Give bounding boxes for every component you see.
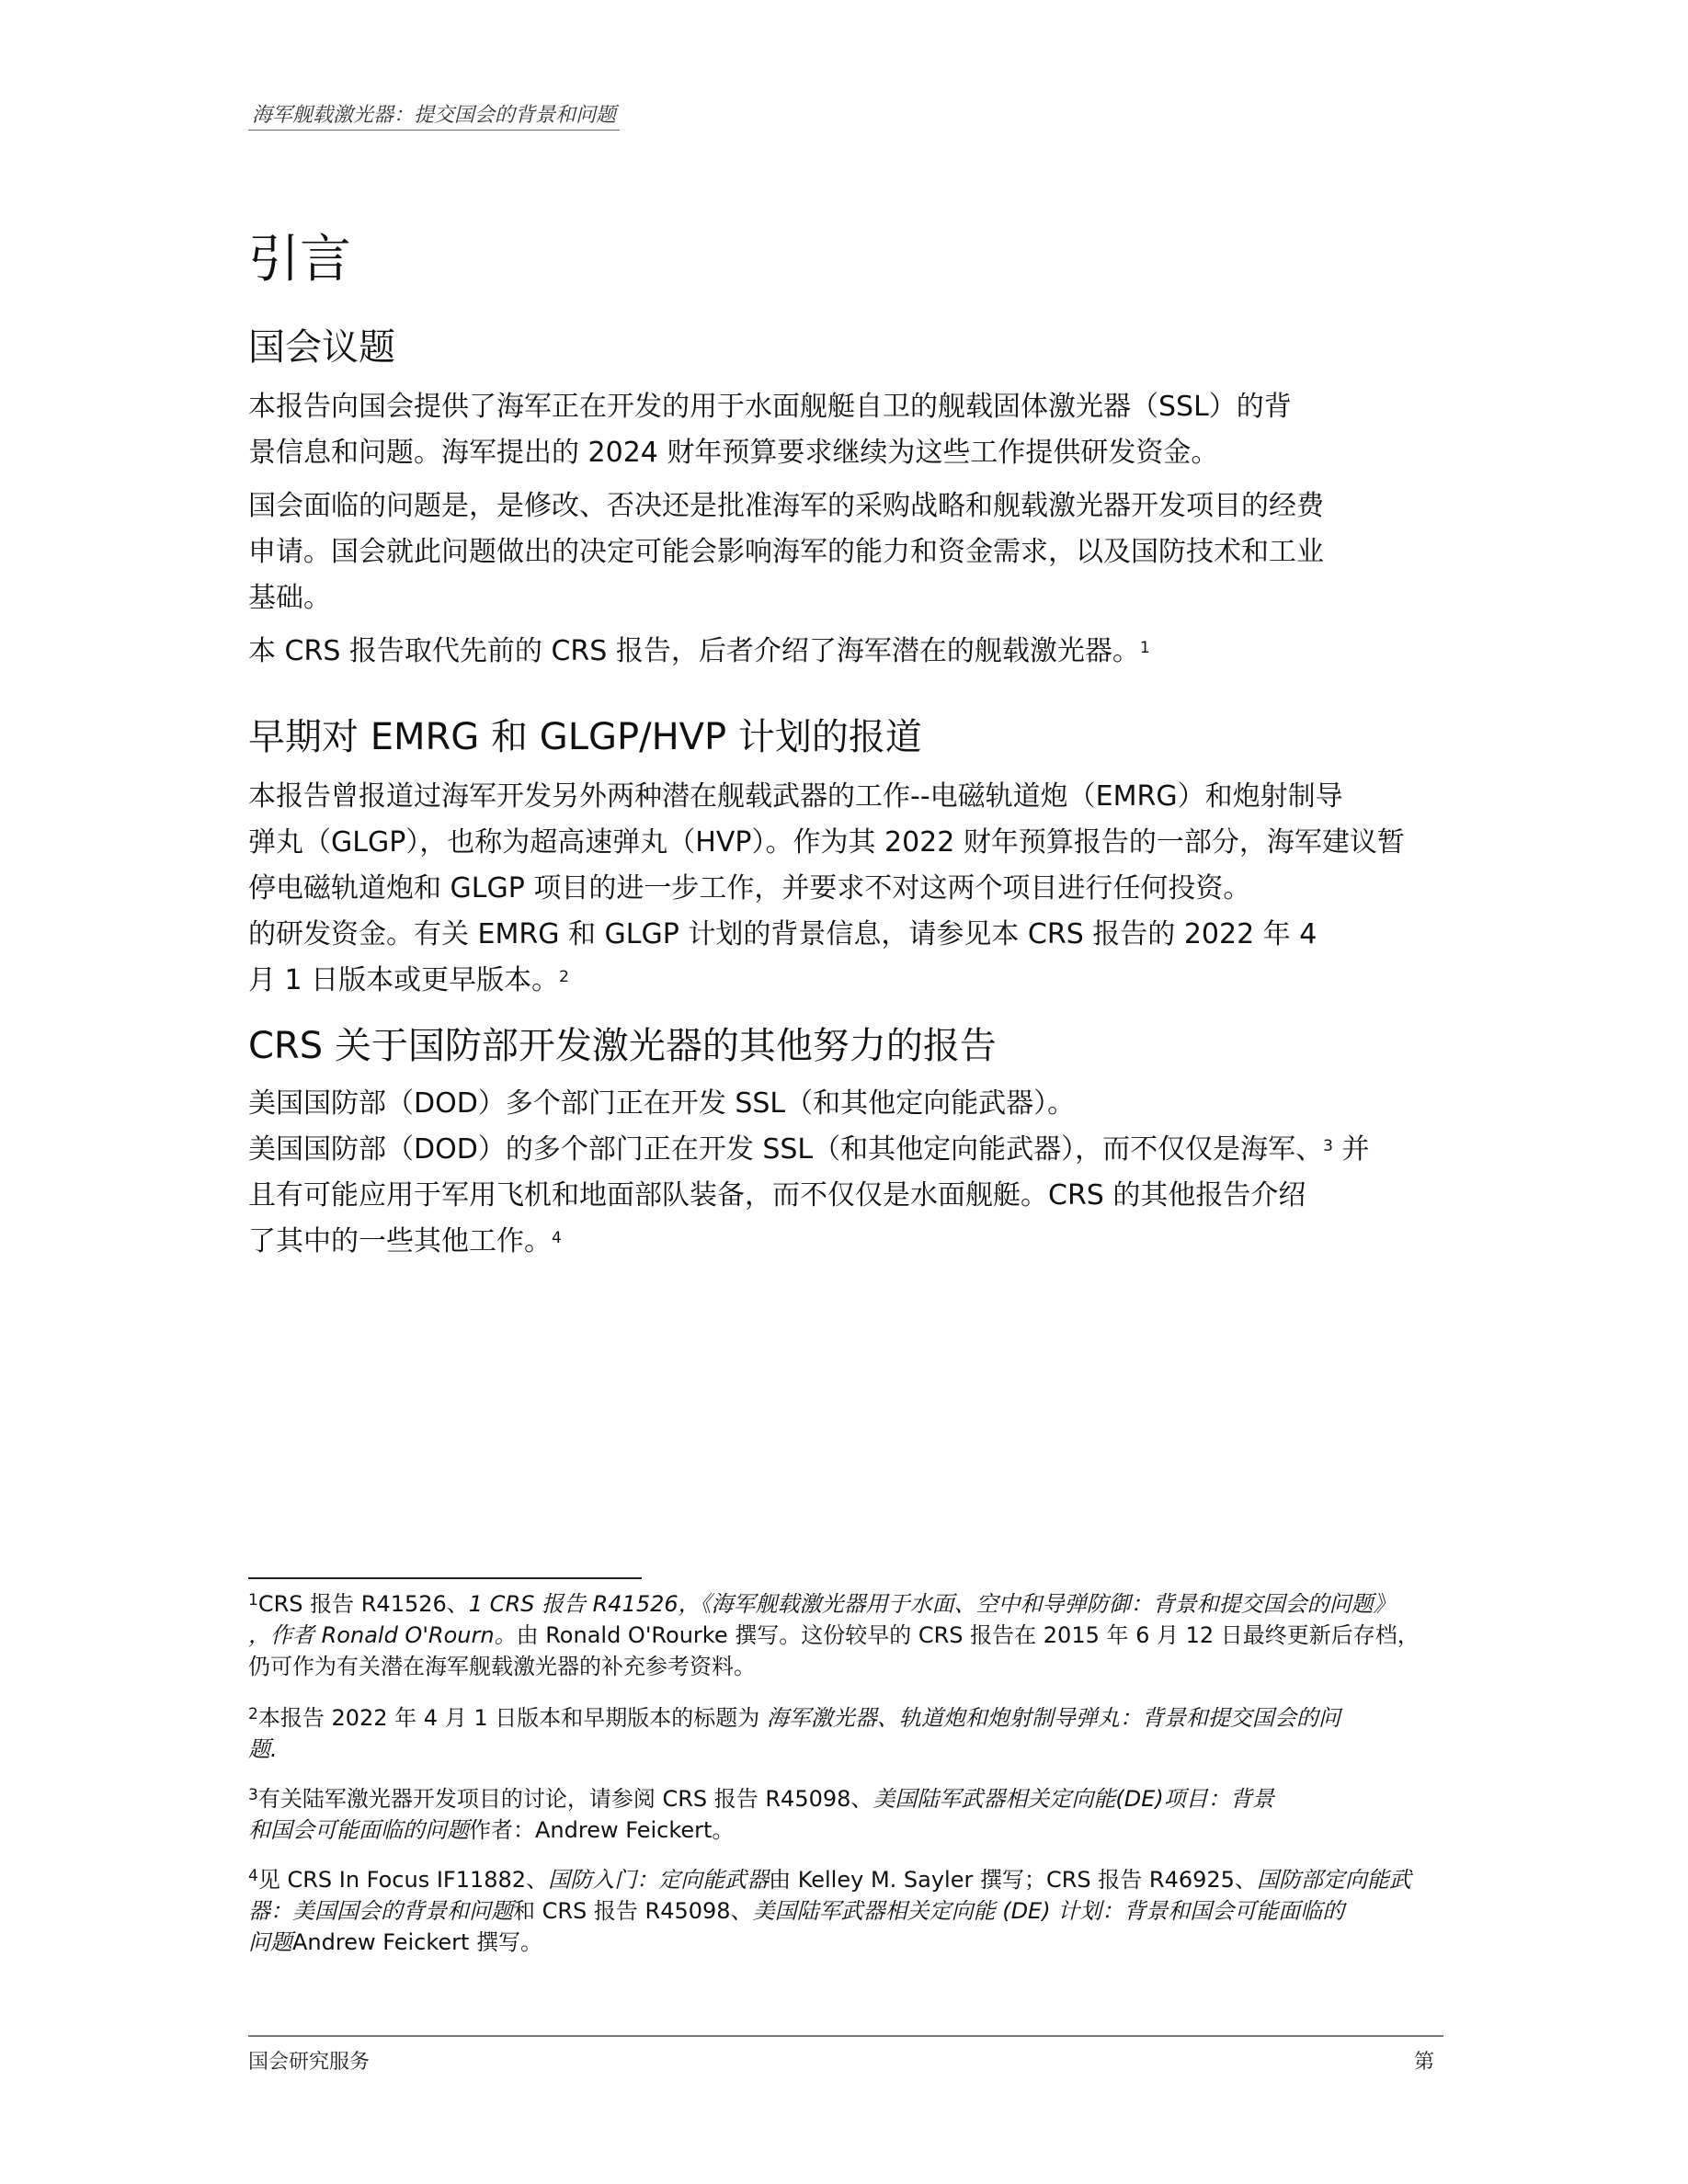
footer-rule	[248, 2035, 1443, 2037]
fn4-text: 由 Kelley M. Sayler 撰写；CRS 报告 R46925、	[769, 1867, 1257, 1893]
emrg-line: 的研发资金。有关 EMRG 和 GLGP 计划的背景信息，请参见本 CRS 报告的 2022 年 4	[248, 918, 1317, 950]
fn4-title: 国防入门：定向能武器	[548, 1867, 770, 1893]
issue-paragraph-3	[248, 629, 1434, 675]
issue-p3-text: 本 CRS 报告取代先前的 CRS 报告，后者介绍了海军潜在的舰载激光器。	[248, 635, 1140, 667]
footnote-number: 2	[248, 1705, 258, 1723]
running-header: 海军舰载激光器：提交国会的背景和问题	[248, 99, 620, 131]
emrg-heading: 早期对 EMRG 和 GLGP/HVP 计划的报道	[248, 716, 922, 758]
fn4-text: 和 CRS 报告 R45098、	[513, 1898, 753, 1924]
fn3-title: 和国会可能面临的问题	[248, 1817, 469, 1843]
footnote-1	[248, 1588, 1443, 1682]
emrg-line: 月 1 日版本或更早版本。	[248, 964, 560, 996]
footnote-separator	[248, 1577, 642, 1579]
fn1-text: 仍可作为有关潜在海军舰载激光器的补充参考资料。	[248, 1654, 756, 1679]
emrg-line: 停电磁轨道炮和 GLGP 项目的进一步工作，并要求不对这两个项目进行任何投资。	[248, 872, 1251, 904]
fn1-text: 由 Ronald O'Rourke 撰写。这份较早的 CRS 报告在 2015 年 6 月 12 日最终更新后存档，	[516, 1622, 1420, 1648]
fn4-text: 见 CRS In Focus IF11882、	[257, 1867, 549, 1893]
footnote-4	[248, 1864, 1443, 1958]
dod-paragraph	[248, 1081, 1434, 1265]
footer-page-label: 第	[1414, 2051, 1435, 2074]
emrg-paragraph	[248, 774, 1434, 1004]
footnote-number: 4	[248, 1867, 258, 1885]
footnote-3	[248, 1783, 1443, 1846]
footnote-ref-3[interactable]: 3	[1323, 1137, 1333, 1155]
fn4-title: 国防部定向能武	[1256, 1867, 1411, 1893]
footnote-2	[248, 1702, 1443, 1765]
footnote-ref-1[interactable]: 1	[1139, 639, 1150, 657]
fn2-title: 题.	[248, 1736, 278, 1762]
fn1-author: ，作者 Ronald O'Rourn。	[248, 1622, 517, 1648]
dod-heading: CRS 关于国防部开发激光器的其他努力的报告	[248, 1025, 997, 1067]
fn1-title: 1 CRS 报告 R41526，《海军舰载激光器用于水面、空中和导弹防御：背景和提交国会的问题》	[468, 1591, 1396, 1617]
issue-p2-line: 国会面临的问题是，是修改、否决还是批准海军的采购战略和舰载激光器开发项目的经费	[248, 490, 1324, 522]
fn3-title: 美国陆军武器相关定向能(DE)项目：背景	[873, 1786, 1274, 1812]
footnote-number: 3	[248, 1786, 258, 1804]
issue-p2-line: 申请。国会就此问题做出的决定可能会影响海军的能力和资金需求，以及国防技术和工业	[248, 536, 1324, 568]
footnote-number: 1	[248, 1591, 258, 1610]
dod-line: 且有可能应用于军用飞机和地面部队装备，而不仅仅是水面舰艇。CRS 的其他报告介绍	[248, 1179, 1306, 1211]
fn2-text: 本报告 2022 年 4 月 1 日版本和早期版本的标题为	[257, 1705, 767, 1731]
issue-p1-line: 本报告向国会提供了海军正在开发的用于水面舰艇自卫的舰载固体激光器（SSL）的背	[248, 391, 1292, 423]
section-title: 引言	[248, 230, 351, 290]
emrg-line: 弹丸（GLGP），也称为超高速弹丸（HVP）。作为其 2022 财年预算报告的一部分，海军建议暂	[248, 826, 1405, 859]
fn4-title: 问题	[248, 1929, 292, 1955]
dod-line: 了其中的一些其他工作。	[248, 1225, 552, 1257]
footnote-ref-2[interactable]: 2	[559, 968, 569, 986]
fn3-text: 作者：Andrew Feickert。	[469, 1817, 735, 1843]
issue-p2-line: 基础。	[248, 582, 331, 614]
issue-heading: 国会议题	[248, 326, 395, 369]
footer-publisher: 国会研究服务	[248, 2051, 371, 2074]
dod-line: 美国国防部（DOD）多个部门正在开发 SSL（和其他定向能武器）。	[248, 1087, 1076, 1120]
fn4-title: 美国陆军武器相关定向能 (DE) 计划：背景和国会可能面临的	[752, 1898, 1345, 1924]
dod-line: 美国国防部（DOD）的多个部门正在开发 SSL（和其他定向能武器），而不仅仅是海军、	[248, 1133, 1324, 1166]
fn4-title: 器：美国国会的背景和问题	[248, 1898, 513, 1924]
emrg-line: 本报告曾报道过海军开发另外两种潜在舰载武器的工作--电磁轨道炮（EMRG）和炮射制导	[248, 780, 1343, 813]
fn2-title: 海军激光器、轨道炮和炮射制导弹丸：背景和提交国会的问	[766, 1705, 1340, 1731]
issue-p1-line: 景信息和问题。海军提出的 2024 财年预算要求继续为这些工作提供研发资金。	[248, 437, 1219, 469]
dod-line-tail: 并	[1332, 1133, 1370, 1166]
footnote-ref-4[interactable]: 4	[552, 1229, 562, 1247]
issue-paragraph-2	[248, 483, 1434, 621]
fn3-text: 有关陆军激光器开发项目的讨论，请参阅 CRS 报告 R45098、	[257, 1786, 873, 1812]
fn4-text: Andrew Feickert 撰写。	[292, 1929, 543, 1955]
issue-paragraph-1	[248, 384, 1434, 476]
fn1-text: CRS 报告 R41526、	[257, 1591, 469, 1617]
